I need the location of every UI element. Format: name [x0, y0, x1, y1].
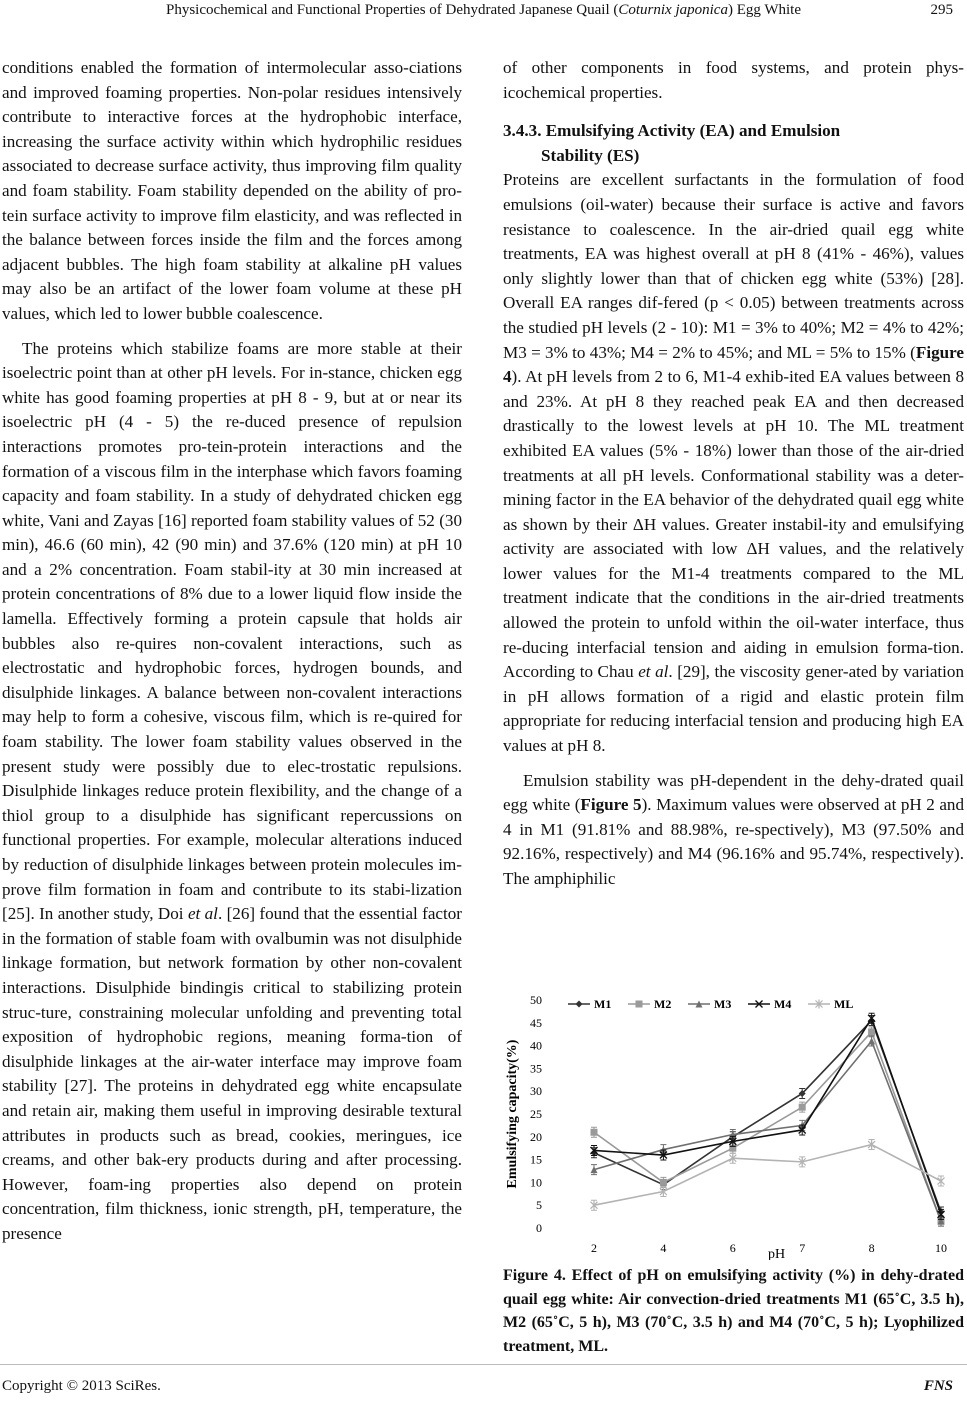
y-tick-label: 0 [536, 1221, 542, 1235]
data-point-m2 [591, 1129, 598, 1136]
x-tick-label: 7 [799, 1241, 806, 1255]
x-tick-label: 8 [868, 1241, 875, 1255]
figure-caption: Figure 4. Effect of pH on emulsifying activity (%) in dehy-drated quail egg white: Air convection-dried treatments M1 (65˚C, 3.5 h), M2 (65˚C, 5 h), M3 (70˚C, 3.5 h) and M4 (70˚C, 5 h); Lyophilized treatment, ML. [503, 1267, 964, 1355]
left-column [2, 56, 462, 1247]
data-point-m2 [868, 1028, 875, 1035]
legend-label: M1 [594, 997, 612, 1011]
figure-ref-link[interactable]: Figure 5 [580, 795, 642, 815]
y-tick-label: 50 [530, 993, 542, 1007]
legend-marker [576, 1001, 583, 1008]
paragraph-foam-stability: conditions enabled the formation of intermolecular asso-ciations and improved foaming properties. Non-polar residues intensively contribute to interactive forces at the hydrophobic interface, increasing the surface activity within which hydrophilic residues associated to decrease surface activity, thus improving film quality and foam stability. Foam stability depended on the ability of pro-tein surface activity to improve film elasticity, and was reflected in the balance between forces inside the film and the forces among adjacent bubbles. The high foam stability at alkaline pH values may also be an artifact of the lower foam volume at these pH values, which led to lower bubble coalescence. [2, 58, 462, 323]
figure-4-chart [500, 990, 967, 1260]
x-tick-label: 4 [660, 1241, 667, 1255]
legend-label: M3 [714, 997, 732, 1011]
y-tick-label: 5 [536, 1198, 542, 1213]
x-tick-label: 10 [935, 1241, 947, 1255]
y-tick-label: 25 [530, 1107, 542, 1121]
et-al: et al [187, 904, 218, 924]
right-column [503, 56, 964, 892]
y-tick-label: 40 [530, 1038, 542, 1053]
y-axis-label: Emulsifying capacity(%) [505, 1039, 520, 1189]
paragraph-emulsion-stability [503, 769, 964, 892]
chart-svg [500, 990, 967, 1260]
section-heading-line2: Stability (ES) [541, 145, 640, 165]
y-tick-label: 20 [530, 1129, 542, 1144]
et-al: et al [638, 662, 669, 682]
x-tick-label: 2 [591, 1241, 597, 1255]
page-number: 295 [930, 2, 953, 18]
y-tick-label: 45 [530, 1015, 542, 1030]
paragraph-text: The proteins which stabilize foams are more stable at their isoelectric point than at other pH levels. For in-stance, chicken egg white has good foaming properties at pH 8 - 9, but at or near its isoelectric pH (4 - 5) the re-duced presence of repulsion interactions promotes pro-tein-protein interactions and the formation of a viscous film in the interphase which favors foaming capacity and foam stability. In a study of dehydrated chicken egg white, Vani and Zayas [16] reported foam stability values of 52 (30 min), 46.6 (60 min), 42 (90 min) and 37.6% (120 min) at pH 10 and a 2% concentration. Foam stabil-ity at 30 min increased at protein concentrations of 8% due to a lower liquid flow inside the lamella. Effectively forming a protein capsule that holds air bubbles also re-quires non-covalent interactions, such as electrostatic and hydrophobic forces, hydrogen bounds, and disulphide linkages. A balance between non-covalent interactions may help to form a cohesive, viscous film, which is re-quired for foam stability. The lower foam stability values observed in the present study were possibly due to elec-trostatic repulsions. Disulphide linkages reduce protein flexibility, and the change of a thiol group to a disulphide has significant repercussions on functional properties. For example, molecular alterations induced by reduction of disulphide linkages between protein molecules im-prove film formation in foam and contribute to its stabi-lization [25]. In another study, Doi [2, 338, 462, 924]
data-point-m2 [799, 1104, 806, 1111]
x-axis-label: pH [767, 1247, 786, 1260]
running-title-text: Physicochemical and Functional Properties of Dehydrated Japanese Quail ( [166, 2, 619, 18]
paragraph-text: ). At pH levels from 2 to 6, M1-4 exhib-ited EA values between 8 and 23%. At pH 8 they reached peak EA and then decreased drastically to the lowest levels at pH 10. The ML treatment exhibited EA values (5% - 18%) lower than those of the air-dried treatments at all pH levels. Conformational stability was a deter-mining factor in the EA behavior of the dehydrated quail egg white as shown by their ΔH values. Greater instabil-ity and emulsifying activity are associated with low ΔH values, and the relatively lower values for the M1-4 treatments compared to the ML treatment indicate that the conditions in the air-dried treatments allowed the protein to unfold within the oil-water interface, thus re-ducing interfacial tension and aiding in emulsion forma-tion. According to Chau [503, 367, 964, 682]
figure-ref-link[interactable]: Figure 4 [503, 342, 964, 387]
paragraph-text: Emulsion stability was pH-dependent in the dehy-drated quail egg white ( [503, 770, 964, 815]
section-heading [503, 119, 964, 168]
y-tick-label: 35 [530, 1061, 542, 1076]
y-tick-label: 15 [530, 1152, 542, 1167]
running-title [0, 2, 967, 19]
paragraph-text: ). Maximum values were observed at pH 2 and 4 in M1 (91.81% and 88.98%, re-spectively), M3 (97.50% and 92.16%, respectively) and M4 (96.16% and 95.74%, respectively). The amphiphilic [503, 795, 964, 888]
paragraph-text: . [29], the viscosity gener-ated by variation in pH allows formation of a rigid and elastic protein film appropriate for reducing interfacial tension and producing high EA values at pH 8. [503, 662, 964, 756]
data-point-ml [938, 1177, 945, 1186]
paragraph-text: . [26] found that the essential factor in the formation of stable foam with ovalbumin was not disulphide linkage formation, but network formation by other non-covalent interactions. Disulphide bindingis critical to stabilizing protein struc-ture, constraining molecular unfolding and preventing total exposition of hydrophobic regions, meaning forma-tion of disulphide linkages at the air-water interface may improve foam stability [27]. The proteins in dehydrated egg white encapsulate and retain air, making them useful in improving desirable textural attributes in products such as bread, cookies, meringues, ice creams, and other bak-ery products during and after processing. However, foam-ing properties also depend on protein concentration, film thickness, ionic strength, pH, temperature, the presence [2, 904, 462, 1243]
series-line-m2 [594, 1032, 941, 1221]
paragraph-continued: of other components in food systems, and protein phys-icochemical properties. [503, 58, 964, 102]
page-header [0, 0, 967, 30]
section-heading-line1: 3.4.3. Emulsifying Activity (EA) and Emulsion [503, 121, 841, 141]
y-tick-label: 30 [530, 1084, 542, 1099]
legend-marker [636, 1001, 643, 1008]
legend-label: M4 [774, 997, 792, 1011]
data-point-m2 [660, 1179, 667, 1186]
footer-rule [0, 1364, 967, 1365]
series-line-m1 [594, 1021, 941, 1213]
paragraph-emulsifying-activity [503, 168, 964, 758]
x-tick-label: 6 [729, 1241, 736, 1255]
legend-label: ML [834, 997, 854, 1011]
journal-abbrev: FNS [923, 1378, 953, 1394]
legend-label: M2 [654, 997, 672, 1011]
running-title-species: Coturnix japonica [618, 2, 728, 18]
series-line-m4 [594, 1018, 941, 1214]
y-tick-label: 10 [530, 1175, 542, 1190]
page-footer [0, 1372, 967, 1402]
copyright-text: Copyright © 2013 SciRes. [2, 1378, 161, 1394]
paragraph-text: Proteins are excellent surfactants in the formulation of food emulsions (oil-water) because their surface is active and favors resistance to coalescence. In the air-dried quail egg white treatments, EA was highest overall at pH 8 (41% - 46%), values only slightly lower than that of chicken egg white (53%) [28]. Overall EA ranges dif-fered (p < 0.05) between treatments across the studied pH levels (2 - 10): M1 = 3% to 40%; M2 = 4% to 42%; M3 = 3% to 43%; M4 = 2% to 45%; and ML = 5% to 15% ( [503, 170, 964, 362]
paragraph-isoelectric [2, 337, 462, 1247]
running-title-end: ) Egg White [727, 2, 801, 18]
